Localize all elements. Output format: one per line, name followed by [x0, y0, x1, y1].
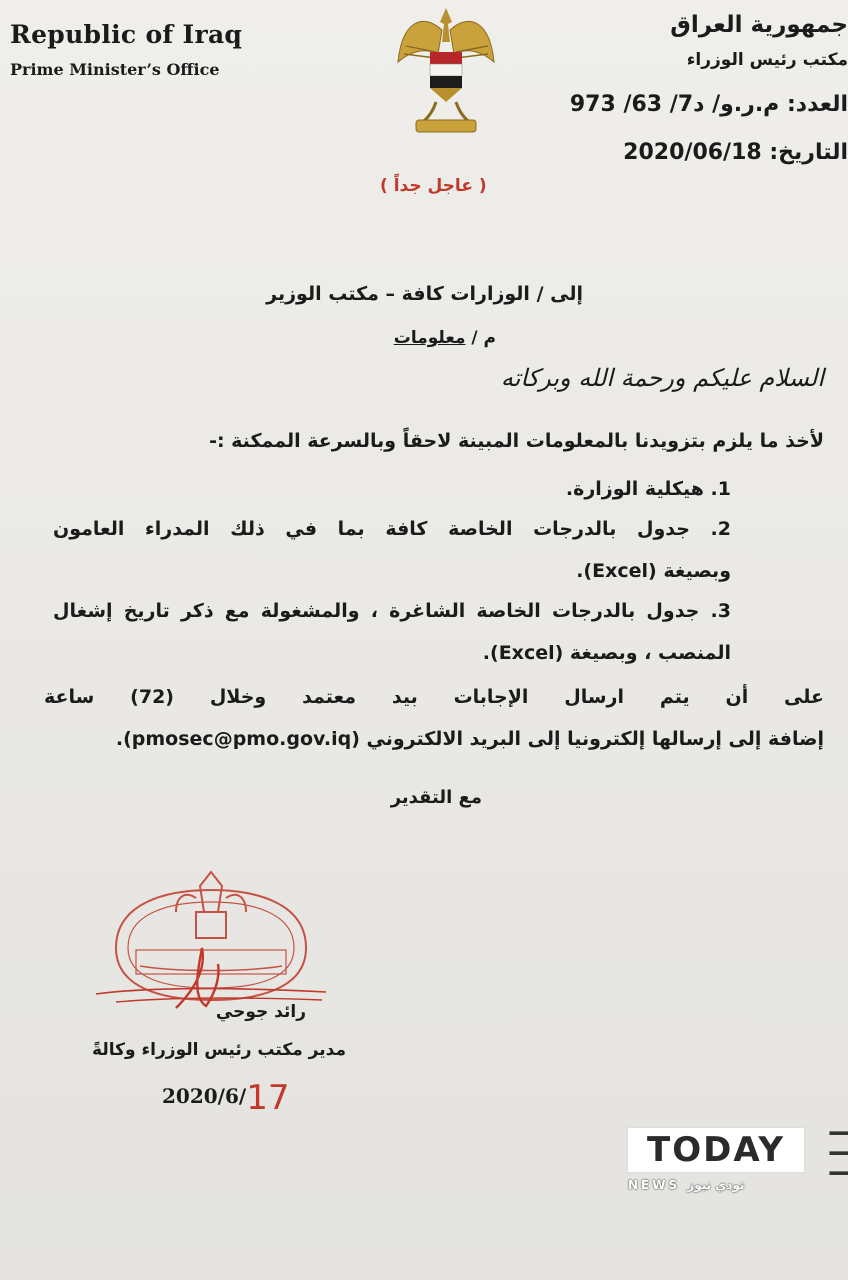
iraq-emblem-icon	[392, 2, 500, 142]
recipient-line: إلى / الوزارات كافة – مكتب الوزير	[266, 283, 583, 305]
header-ar-country: جمهورية العراق	[670, 12, 848, 38]
signatory-position: مدير مكتب رئيس الوزراء وكالةً	[92, 1040, 346, 1060]
list-item-continuation: وبصيغة (Excel).	[576, 560, 731, 582]
signature-date	[162, 1078, 289, 1118]
reference-value: م.ر.و/ د7/ 63/ 973	[569, 92, 780, 117]
office-stamp-icon	[96, 868, 326, 1018]
letter-date	[623, 140, 848, 165]
list-item: 2. جدول بالدرجات الخاصة كافة بما في ذلك المدراء العامون	[53, 518, 731, 540]
date-value: 2020/06/18	[623, 140, 762, 165]
reference-label: العدد:	[786, 92, 848, 117]
date-label: التاريخ:	[769, 140, 848, 165]
condition-paragraph-continuation: إضافة إلى إرسالها إلكترونيا إلى البريد الالكتروني (pmosec@pmo.gov.iq).	[115, 728, 824, 750]
intro-paragraph: لأخذ ما يلزم بتزويدنا بالمعلومات المبينة لاحقاً وبالسرعة الممكنة :-	[209, 430, 824, 452]
subject-line	[394, 328, 496, 348]
watermark-logo: TODAY	[628, 1128, 804, 1172]
watermark-subtitle: NEWS تودي نيوز	[628, 1178, 745, 1192]
signature-date-handwritten: 17	[246, 1078, 290, 1118]
list-item-continuation: المنصب ، وبصيغة (Excel).	[482, 642, 731, 664]
header-en-country: Republic of Iraq	[10, 20, 243, 49]
signatory-name: رائد جوحي	[215, 1002, 306, 1022]
cc-fragment: ▂▂ ▂▂ ▂▂	[829, 1121, 848, 1175]
greeting: السلام عليكم ورحمة الله وبركاته	[500, 364, 824, 392]
condition-paragraph: على أن يتم ارسال الإجابات بيد معتمد وخلال (72) ساعة	[44, 686, 824, 708]
header-en-office: Prime Minister’s Office	[10, 60, 220, 79]
signatory-title	[92, 1002, 346, 1060]
list-item: 3. جدول بالدرجات الخاصة الشاغرة ، والمشغولة مع ذكر تاريخ إشغال	[53, 600, 731, 622]
subject-text: معلومات	[393, 328, 466, 348]
subject-prefix: م /	[471, 328, 496, 348]
signature-date-printed: 2020/6/	[162, 1084, 247, 1108]
closing-regards: مع التقدير	[390, 787, 482, 808]
list-item: 1. هيكلية الوزارة.	[565, 478, 731, 500]
reference-number	[570, 92, 848, 117]
watermark	[628, 1128, 804, 1194]
urgent-marker: ( عاجل جداً )	[380, 176, 487, 196]
header-ar-office: مكتب رئيس الوزراء	[686, 50, 848, 70]
